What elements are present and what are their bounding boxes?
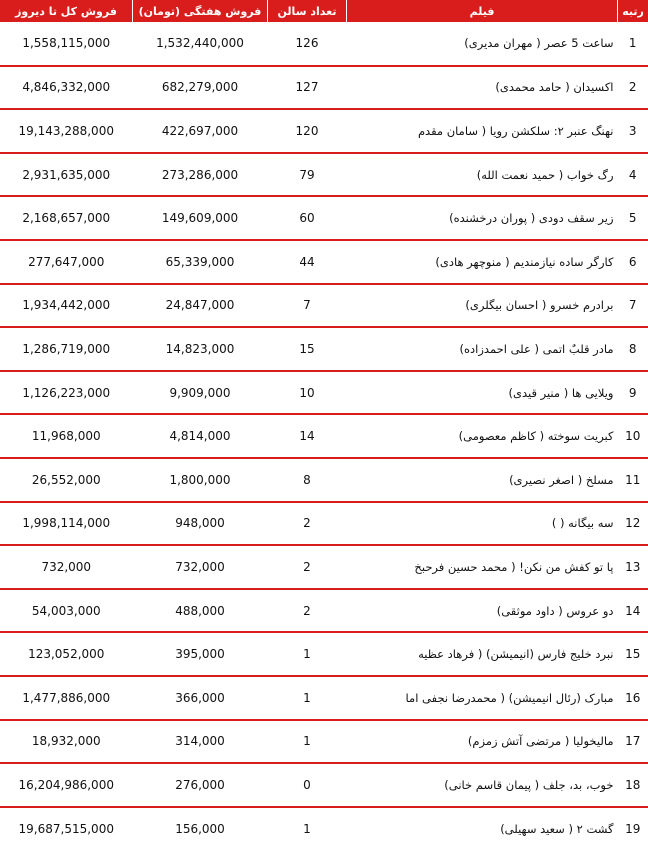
header-rank: رتبه bbox=[618, 0, 648, 22]
weekly-sales-cell: 1,800,000 bbox=[133, 458, 268, 502]
film-cell: کارگر ساده نیازمندیم ( منوچهر هادی) bbox=[347, 240, 618, 284]
film-cell: برادرم خسرو ( احسان بیگلری) bbox=[347, 284, 618, 328]
rank-cell: 3 bbox=[618, 109, 648, 153]
weekly-sales-cell: 314,000 bbox=[133, 720, 268, 764]
rank-cell: 14 bbox=[618, 589, 648, 633]
total-sales-cell: 1,286,719,000 bbox=[0, 327, 133, 371]
rank-cell: 1 bbox=[618, 22, 648, 66]
film-cell: اکسیدان ( حامد محمدی) bbox=[347, 66, 618, 110]
rank-cell: 9 bbox=[618, 371, 648, 415]
rank-cell: 10 bbox=[618, 414, 648, 458]
weekly-sales-cell: 422,697,000 bbox=[133, 109, 268, 153]
film-cell: مسلخ ( اصغر نصیری) bbox=[347, 458, 618, 502]
table-row bbox=[0, 414, 648, 458]
weekly-sales-cell: 682,279,000 bbox=[133, 66, 268, 110]
weekly-sales-cell: 4,814,000 bbox=[133, 414, 268, 458]
table-row bbox=[0, 632, 648, 676]
total-sales-cell: 4,846,332,000 bbox=[0, 66, 133, 110]
total-sales-cell: 732,000 bbox=[0, 545, 133, 589]
table-row bbox=[0, 371, 648, 415]
rank-cell: 16 bbox=[618, 676, 648, 720]
table-row bbox=[0, 327, 648, 371]
total-sales-cell: 1,477,886,000 bbox=[0, 676, 133, 720]
weekly-sales-cell: 395,000 bbox=[133, 632, 268, 676]
rank-cell: 12 bbox=[618, 502, 648, 546]
screens-cell: 15 bbox=[268, 327, 347, 371]
table-row bbox=[0, 284, 648, 328]
rank-cell: 11 bbox=[618, 458, 648, 502]
total-sales-cell: 1,558,115,000 bbox=[0, 22, 133, 66]
total-sales-cell: 2,931,635,000 bbox=[0, 153, 133, 197]
rank-cell: 4 bbox=[618, 153, 648, 197]
table-row bbox=[0, 763, 648, 807]
film-cell: مبارک (رئال انیمیشن) ( محمدرضا نجفی اما bbox=[347, 676, 618, 720]
screens-cell: 126 bbox=[268, 22, 347, 66]
weekly-sales-cell: 65,339,000 bbox=[133, 240, 268, 284]
header-screens: تعداد سالن bbox=[268, 0, 347, 22]
film-cell: مالیخولیا ( مرتضی آتش زمزم) bbox=[347, 720, 618, 764]
screens-cell: 2 bbox=[268, 545, 347, 589]
rank-cell: 5 bbox=[618, 196, 648, 240]
total-sales-cell: 123,052,000 bbox=[0, 632, 133, 676]
table-row bbox=[0, 502, 648, 546]
table-row bbox=[0, 22, 648, 66]
weekly-sales-cell: 948,000 bbox=[133, 502, 268, 546]
table-row bbox=[0, 196, 648, 240]
table-row bbox=[0, 109, 648, 153]
weekly-sales-cell: 24,847,000 bbox=[133, 284, 268, 328]
total-sales-cell: 1,126,223,000 bbox=[0, 371, 133, 415]
film-cell: نبرد خلیج فارس (انیمیشن) ( فرهاد عظیه bbox=[347, 632, 618, 676]
total-sales-cell: 1,998,114,000 bbox=[0, 502, 133, 546]
total-sales-cell: 16,204,986,000 bbox=[0, 763, 133, 807]
weekly-sales-cell: 9,909,000 bbox=[133, 371, 268, 415]
total-sales-cell: 1,934,442,000 bbox=[0, 284, 133, 328]
screens-cell: 1 bbox=[268, 720, 347, 764]
table-row bbox=[0, 153, 648, 197]
film-cell: گشت ۲ ( سعید سهیلی) bbox=[500, 821, 614, 836]
header-weekly-sales: فروش هفتگی (تومان) bbox=[133, 0, 268, 22]
screens-cell: 120 bbox=[268, 109, 347, 153]
total-sales-cell: 11,968,000 bbox=[0, 414, 133, 458]
rank-cell: 2 bbox=[618, 66, 648, 110]
screens-cell: 14 bbox=[268, 414, 347, 458]
weekly-sales-cell: 1,532,440,000 bbox=[133, 22, 268, 66]
screens-cell: 1 bbox=[268, 632, 347, 676]
table-row bbox=[0, 458, 648, 502]
film-cell: ساعت 5 عصر ( مهران مدیری) bbox=[347, 22, 618, 66]
screens-cell: 1 bbox=[268, 676, 347, 720]
header-film: فیلم bbox=[347, 0, 618, 22]
rank-cell: 15 bbox=[618, 632, 648, 676]
rank-cell: 7 bbox=[618, 284, 648, 328]
screens-cell: 7 bbox=[268, 284, 347, 328]
total-sales-cell: 19,687,515,000 bbox=[18, 821, 114, 836]
film-cell: مادر قلبٌ اتمی ( علی احمدزاده) bbox=[347, 327, 618, 371]
screens-cell: 2 bbox=[268, 589, 347, 633]
film-cell: خوب، بد، جلف ( پیمان قاسم خانی) bbox=[347, 763, 618, 807]
total-sales-cell: 277,647,000 bbox=[0, 240, 133, 284]
table-header bbox=[0, 0, 648, 22]
weekly-sales-cell: 276,000 bbox=[133, 763, 268, 807]
film-cell: زیر سقف دودی ( پوران درخشنده) bbox=[347, 196, 618, 240]
weekly-sales-cell: 732,000 bbox=[133, 545, 268, 589]
screens-cell: 10 bbox=[268, 371, 347, 415]
total-sales-cell: 26,552,000 bbox=[0, 458, 133, 502]
header-total-sales: فروش کل تا دیروز bbox=[15, 4, 117, 18]
screens-cell: 8 bbox=[268, 458, 347, 502]
total-sales-cell: 54,003,000 bbox=[0, 589, 133, 633]
film-cell: نهنگ عنبر ۲: سلکشن رویا ( سامان مقدم bbox=[347, 109, 618, 153]
film-cell: سه بیگانه ( ) bbox=[347, 502, 618, 546]
film-cell: ویلایی ها ( منیر قیدی) bbox=[347, 371, 618, 415]
rank-cell: 6 bbox=[618, 240, 648, 284]
screens-cell: 44 bbox=[268, 240, 347, 284]
screens-cell: 0 bbox=[268, 763, 347, 807]
table-row bbox=[0, 676, 648, 720]
table-row bbox=[0, 589, 648, 633]
total-sales-cell: 19,143,288,000 bbox=[0, 109, 133, 153]
table-row bbox=[0, 807, 648, 851]
weekly-sales-cell: 488,000 bbox=[133, 589, 268, 633]
table-row bbox=[0, 240, 648, 284]
rank-cell: 19 bbox=[625, 821, 641, 836]
rank-cell: 18 bbox=[618, 763, 648, 807]
screens-cell: 1 bbox=[303, 821, 311, 836]
weekly-sales-cell: 273,286,000 bbox=[133, 153, 268, 197]
header-row bbox=[0, 0, 648, 22]
table-row bbox=[0, 720, 648, 764]
screens-cell: 79 bbox=[268, 153, 347, 197]
screens-cell: 60 bbox=[268, 196, 347, 240]
film-cell: کبریت سوخته ( کاظم معصومی) bbox=[347, 414, 618, 458]
rank-cell: 13 bbox=[618, 545, 648, 589]
table-row bbox=[0, 545, 648, 589]
table-body bbox=[0, 22, 648, 850]
film-cell: دو عروس ( داود موثقی) bbox=[347, 589, 618, 633]
total-sales-cell: 2,168,657,000 bbox=[0, 196, 133, 240]
weekly-sales-cell: 14,823,000 bbox=[133, 327, 268, 371]
weekly-sales-cell: 156,000 bbox=[175, 821, 225, 836]
total-sales-cell: 18,932,000 bbox=[0, 720, 133, 764]
rank-cell: 17 bbox=[618, 720, 648, 764]
film-cell: رگ خواب ( حمید نعمت الله) bbox=[347, 153, 618, 197]
weekly-sales-cell: 149,609,000 bbox=[133, 196, 268, 240]
table-row bbox=[0, 66, 648, 110]
screens-cell: 127 bbox=[268, 66, 347, 110]
screens-cell: 2 bbox=[268, 502, 347, 546]
weekly-sales-cell: 366,000 bbox=[133, 676, 268, 720]
film-cell: پا تو کفش من نکن! ( محمد حسین فرحبخ bbox=[347, 545, 618, 589]
rank-cell: 8 bbox=[618, 327, 648, 371]
